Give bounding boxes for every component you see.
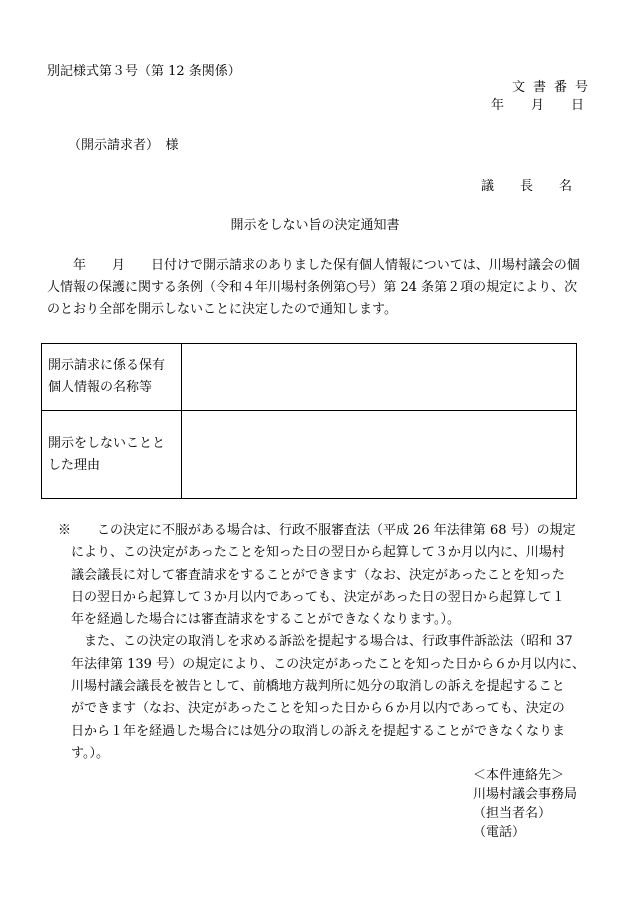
contact-person: （担当者名） xyxy=(473,806,552,821)
body-paragraph xyxy=(47,255,588,321)
document-number-label: 文書番号 xyxy=(511,80,596,95)
notice-line: ※ この決定に不服がある場合は、行政不服審査法（平成 26 年法律第 68 号）の規定 xyxy=(58,523,576,538)
date-year-label: 年 xyxy=(490,98,504,113)
table-value-cell xyxy=(182,344,577,411)
date-day-label: 日 xyxy=(570,98,584,113)
document-title: 開示をしない旨の決定通知書 xyxy=(230,218,400,233)
body-line: 年 月 日付けで開示請求のありました保有個人情報については、川場村議会の個 xyxy=(47,258,580,273)
table-row xyxy=(42,344,577,411)
sender-name xyxy=(481,180,572,193)
notice-line: 年法律第 139 号）の規定により、この決定があったことを知った日から６か月以内に、 xyxy=(58,656,585,672)
contact-phone: （電話） xyxy=(473,825,526,840)
appeal-notice xyxy=(58,520,594,765)
notice-line: により、この決定があったことを知った日の翌日から起算して３か月以内に、川場村 xyxy=(58,545,565,561)
table-label-cell xyxy=(42,411,182,499)
contact-office: 川場村議会事務局 xyxy=(473,787,578,802)
table-label-line: 開示請求に係る保有 xyxy=(48,358,166,373)
contact-block xyxy=(473,766,577,842)
sender-char-3: 名 xyxy=(558,179,572,194)
table-label-cell xyxy=(42,344,182,411)
table-label-line: 開示をしないことと xyxy=(48,435,166,451)
form-label: 別記様式第３号（第 12 条関係） xyxy=(47,64,241,79)
table-row xyxy=(42,411,577,499)
notice-line: ができます（なお、決定があったことを知った日から６か月以内であっても、決定の xyxy=(58,701,565,717)
body-line: のとおり全部を開示しないことに決定したので通知します。 xyxy=(47,302,397,317)
sender-char-2: 長 xyxy=(519,179,533,194)
date-month-label: 月 xyxy=(530,98,544,113)
notice-line: す。）。 xyxy=(58,745,109,761)
notice-line: 議会議長に対して審査請求をすることができます（なお、決定があったことを知った xyxy=(58,567,565,583)
information-table xyxy=(41,343,577,499)
table-label-line: した理由 xyxy=(48,457,101,473)
date-line xyxy=(491,99,584,112)
notice-line: また、この決定の取消しを求める訴訟を提起する場合は、行政事件訴訟法（昭和 37 xyxy=(58,634,573,650)
notice-line: 日の翌日から起算して３か月以内であっても、決定があった日の翌日から起算して１ xyxy=(58,589,565,605)
notice-line: 日から１年を経過した場合には処分の取消しの訴えを提起することができなくなりま xyxy=(58,723,566,739)
table-label-line: 個人情報の名称等 xyxy=(48,380,153,395)
body-line: 人情報の保護に関する条例（令和４年川場村条例第○号）第 24 条第２項の規定により、次 xyxy=(47,280,578,295)
table-value-cell xyxy=(182,411,577,499)
contact-heading: ＜本件連絡先＞ xyxy=(473,768,565,783)
notice-line: 川場村議会議長を被告として、前橋地方裁判所に処分の取消しの訴えを提起すること xyxy=(58,679,565,695)
notice-line: 年を経過した場合には審査請求をすることができなくなります。）。 xyxy=(58,612,460,628)
addressee: （開示請求者） 様 xyxy=(68,138,179,153)
sender-char-1: 議 xyxy=(480,179,494,194)
